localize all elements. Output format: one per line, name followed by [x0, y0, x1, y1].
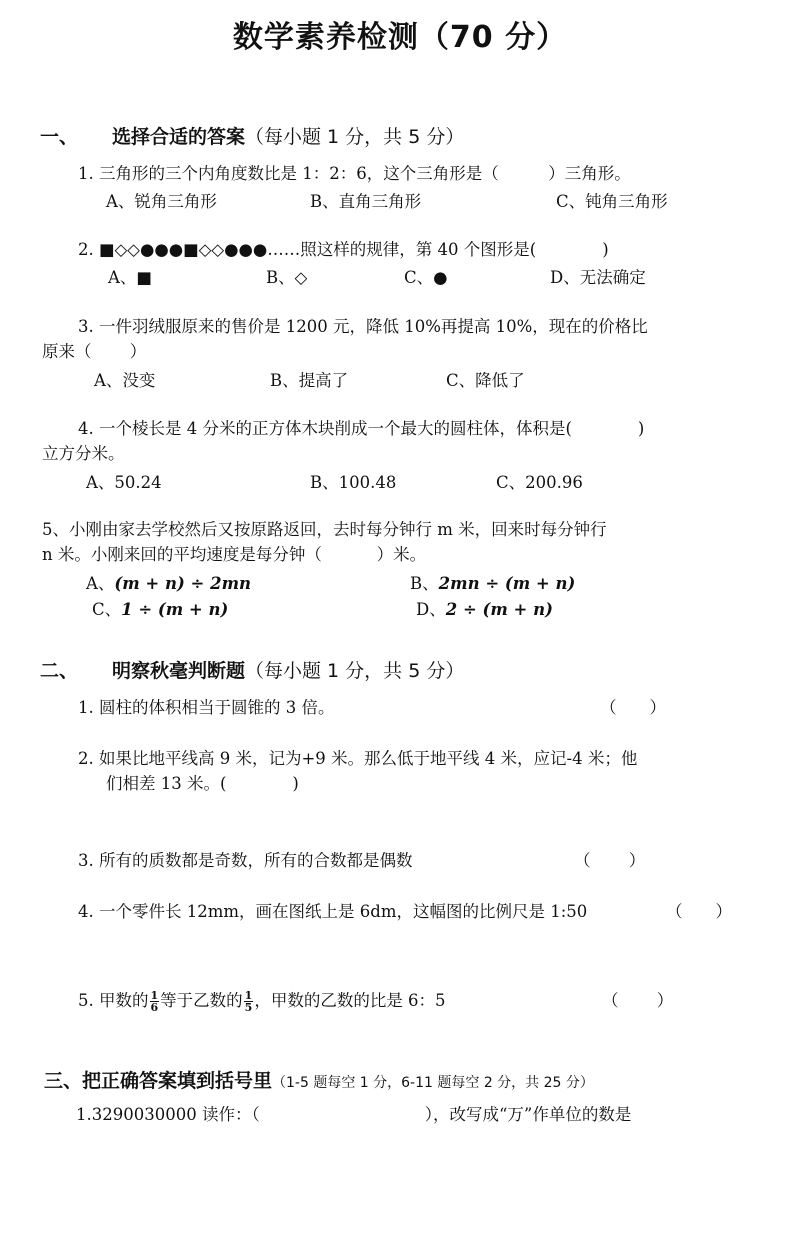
s2-q1-text: 1. 圆柱的体积相当于圆锥的 3 倍。 — [78, 698, 335, 717]
s2-q5-fraction-2-numerator: 1 — [244, 989, 253, 1002]
section2-number: 二、 — [40, 660, 79, 682]
s1-q5-option-a — [86, 570, 251, 594]
s1-q2-option-c: C、● — [404, 268, 448, 287]
section1-header — [40, 122, 464, 149]
s1-q5-option-b — [410, 570, 575, 594]
s2-q5-post: ，甲数的乙数的比是 6：5 — [254, 991, 446, 1010]
s2-q5-fraction-2-denominator: 5 — [244, 1001, 253, 1014]
s1-q4-option-a: A、50.24 — [86, 473, 162, 492]
s2-q3-text: 3. 所有的质数都是奇数，所有的合数都是偶数 — [78, 851, 413, 870]
s1-q5-option-b-expr: 2mn ÷ (m + n) — [438, 574, 576, 593]
section3-header — [44, 1066, 594, 1093]
section2-header — [40, 656, 464, 683]
s1-q1-option-b: B、直角三角形 — [310, 192, 422, 211]
s2-q5-text — [78, 986, 446, 1016]
s2-q5-fraction-1-denominator: 6 — [150, 1001, 159, 1014]
s1-q5-option-b-label: B、 — [410, 574, 439, 593]
s1-q5-line1: 5、小刚由家去学校然后又按原路返回，去时每分钟行 m 米，回来时每分钟行 — [42, 520, 607, 539]
s2-q2-line2: 们相差 13 米。( ) — [106, 774, 299, 793]
section1-number: 一、 — [40, 126, 79, 148]
s3-q1-rest: ），改写成“万”作单位的数是 — [424, 1105, 632, 1124]
s1-q5-option-c-label: C、 — [92, 600, 122, 619]
s1-q3-line2: 原来（ ） — [42, 342, 147, 361]
s2-q5-mid: 等于乙数的 — [160, 991, 243, 1010]
s2-q5-pre: 5. 甲数的 — [78, 991, 149, 1010]
s2-q3-answer-paren: （ ） — [574, 851, 646, 870]
section2-points: （每小题 1 分，共 5 分） — [245, 660, 465, 682]
s1-q3-option-b: B、提高了 — [270, 371, 349, 390]
s1-q3-option-c: C、降低了 — [446, 371, 525, 390]
s1-q5-option-c — [92, 596, 228, 620]
s3-q1-text — [76, 1104, 631, 1126]
s1-q4-option-c: C、200.96 — [496, 473, 583, 492]
page-title: 数学素养检测（70 分） — [232, 20, 568, 55]
section1-heading: 选择合适的答案 — [112, 126, 246, 148]
s2-q5-fraction-1 — [150, 990, 160, 1013]
section1-points: （每小题 1 分，共 5 分） — [245, 126, 465, 148]
s1-q3-option-a: A、没变 — [94, 371, 156, 390]
s1-q1-option-a: A、锐角三角形 — [106, 192, 217, 211]
s2-q2-line1: 2. 如果比地平线高 9 米，记为+9 米。那么低于地平线 4 米，应记-4 米；他 — [78, 749, 638, 768]
s1-q1-option-c: C、钝角三角形 — [556, 192, 668, 211]
s2-q4-text: 4. 一个零件长 12mm，画在图纸上是 6dm，这幅图的比例尺是 1:50 — [78, 902, 588, 921]
s2-q1-answer-paren: （ ） — [600, 698, 666, 717]
section2-heading: 明察秋毫判断题 — [112, 660, 246, 682]
s1-q5-option-a-expr: (m + n) ÷ 2mn — [114, 574, 252, 593]
s1-q4-option-b: B、100.48 — [310, 473, 397, 492]
s1-q5-option-d — [416, 596, 553, 620]
s1-q5-option-c-expr: 1 ÷ (m + n) — [121, 600, 229, 619]
s1-q4-line2: 立方分米。 — [42, 444, 125, 463]
s1-q2-option-b: B、◇ — [266, 268, 308, 287]
s2-q5-answer-paren: （ ） — [602, 991, 674, 1010]
s1-q5-option-d-label: D、 — [416, 600, 446, 619]
s2-q5-fraction-2 — [244, 990, 254, 1013]
s1-q5-option-a-label: A、 — [86, 574, 115, 593]
s1-q5-line2: n 米。小刚来回的平均速度是每分钟（ ）米。 — [42, 545, 427, 564]
s3-q1-blank — [260, 1105, 425, 1124]
s1-q5-option-d-expr: 2 ÷ (m + n) — [445, 600, 553, 619]
s1-q3-line1: 3. 一件羽绒服原来的售价是 1200 元，降低 10%再提高 10%，现在的价格比 — [78, 317, 648, 336]
s1-q4-line1: 4. 一个棱长是 4 分米的正方体木块削成一个最大的圆柱体，体积是( ) — [78, 419, 645, 438]
s1-q1-text: 1. 三角形的三个内角度数比是 1：2：6，这个三角形是（ ）三角形。 — [78, 164, 631, 183]
s3-q1-prompt: 1.3290030000 读作：（ — [76, 1105, 260, 1124]
s2-q4-answer-paren: （ ） — [666, 902, 732, 921]
s1-q2-option-a: A、■ — [108, 268, 153, 287]
section3-subtitle: （1-5 题每空 1 分，6-11 题每空 2 分，共 25 分） — [272, 1075, 594, 1091]
s2-q5-fraction-1-numerator: 1 — [150, 989, 159, 1002]
s1-q2-text: 2. ■◇◇●●●■◇◇●●●……照这样的规律，第 40 个图形是( ) — [78, 240, 609, 259]
s1-q2-option-d: D、无法确定 — [550, 268, 646, 287]
section3-heading: 三、把正确答案填到括号里 — [44, 1070, 273, 1092]
